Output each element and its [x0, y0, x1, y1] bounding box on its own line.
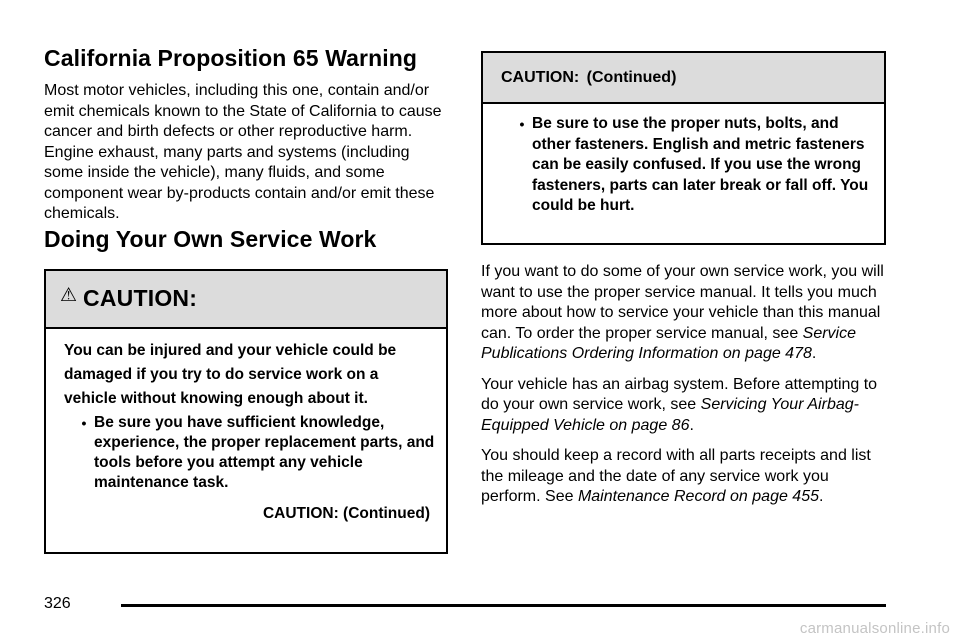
- caution-intro: You can be injured and your vehicle could be damaged if you try to do service work on a vehicle without knowing enough about it.: [64, 341, 397, 407]
- bullet-icon: •: [519, 116, 525, 132]
- service-text: [481, 262, 886, 508]
- service-manual-paragraph: [481, 262, 886, 365]
- page-number: 326: [44, 595, 71, 612]
- airbag-paragraph: [481, 375, 886, 437]
- caution-bullet-text: Be sure you have sufficient knowledge, experience, the proper replacement parts, and tools before you attempt any vehicle maintenance task.: [94, 413, 435, 491]
- records-paragraph: [481, 446, 886, 508]
- caution-body: [46, 329, 446, 524]
- caution-continued-body: [483, 104, 884, 217]
- service-publications-link[interactable]: Service Publications Ordering Information on page 478: [481, 324, 857, 362]
- paragraph-end: .: [689, 416, 694, 434]
- paragraph-text: You should keep a record with all parts receipts and list the mileage and the date of any service work you perform. See: [481, 447, 871, 505]
- caution-header: [46, 271, 446, 329]
- caution-bullet: [46, 413, 446, 493]
- prop65-heading: California Proposition 65 Warning: [44, 45, 418, 71]
- bullet-icon: •: [81, 414, 87, 431]
- caution-bullet: [483, 104, 884, 217]
- left-column: [44, 44, 448, 554]
- caution-continued-header: [483, 53, 884, 104]
- caution-triangle-icon: ⚠: [60, 283, 78, 306]
- caution-box: [44, 269, 448, 554]
- caution-bullet-text: Be sure to use the proper nuts, bolts, and other fasteners. English and metric fasteners can be easily confused. If you use the wrong fasteners, parts can later break or fall off. You could be hurt.: [532, 115, 869, 214]
- footer-rule: [121, 604, 886, 607]
- caution-continued-label: CAUTION: (Continued): [262, 504, 430, 522]
- paragraph-end: .: [819, 488, 824, 505]
- paragraph-end: .: [811, 345, 817, 362]
- prop65-text: Most motor vehicles, including this one, contain and/or emit chemicals known to the State of California to cause cancer and birth defects or other reproductive harm. Engine exhaust, many parts and systems (including some inside the vehicle), many fluids, and some component wear by-products contain and/or emit these chemicals.: [44, 82, 442, 222]
- right-column: [481, 51, 886, 518]
- watermark: carmanualsonline.info: [799, 620, 950, 637]
- maintenance-record-link[interactable]: Maintenance Record on page 455: [577, 488, 819, 505]
- caution-label: CAUTION:: [83, 285, 198, 311]
- caution-continued-label: CAUTION: (Continued): [501, 68, 677, 86]
- caution-continued-box: [481, 51, 886, 245]
- service-work-heading: Doing Your Own Service Work: [44, 225, 377, 252]
- paragraph-text: Your vehicle has an airbag system. Before attempting to do your own service work, see: [481, 375, 878, 413]
- paragraph-text: If you want to do some of your own service work, you will want to use the proper service manual. It tells you much more about how to service your vehicle than this manual can. To order the proper service manual, see: [481, 263, 884, 342]
- airbag-servicing-link[interactable]: Servicing Your Airbag-Equipped Vehicle on page 86: [481, 396, 859, 434]
